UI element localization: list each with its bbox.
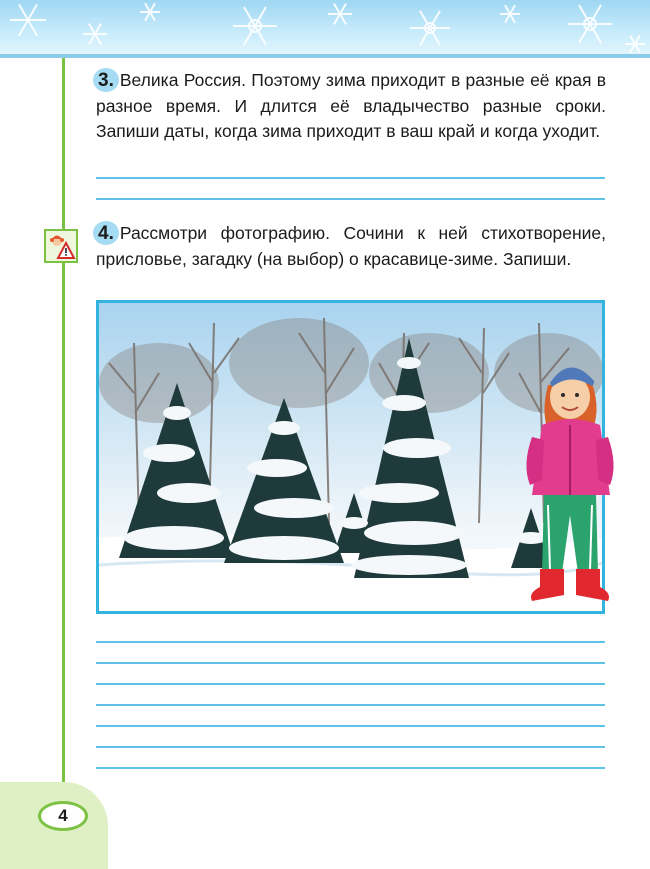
answer-line[interactable] xyxy=(96,683,605,685)
answer-line[interactable] xyxy=(96,641,605,643)
header-banner xyxy=(0,0,650,56)
answer-line[interactable] xyxy=(96,704,605,706)
task-text: Рассмотри фотографию. Сочини к ней стихотворение, присловье, загадку (на выбор) о красавице-зиме. Запиши. xyxy=(96,223,606,269)
snowflake-icon xyxy=(0,0,650,56)
answer-line[interactable] xyxy=(96,725,605,727)
answer-line[interactable] xyxy=(96,746,605,748)
page-number: 4 xyxy=(38,801,88,831)
answer-line[interactable] xyxy=(96,662,605,664)
margin-line xyxy=(62,58,65,820)
task-text: Велика Россия. Поэтому зима приходит в разные её края в разное время. И длится её владычество разные сроки. Запиши даты, когда зима приходит в ваш край и когда уходит. xyxy=(96,70,606,141)
task-4 xyxy=(96,221,606,272)
task-number: 4. xyxy=(96,221,116,247)
answer-line[interactable] xyxy=(96,767,605,769)
answer-line[interactable] xyxy=(96,177,605,179)
task-number: 3. xyxy=(96,68,116,94)
banner-edge xyxy=(0,54,650,58)
answer-line[interactable] xyxy=(96,198,605,200)
task-3 xyxy=(96,68,606,145)
warning-sign-icon xyxy=(44,229,78,263)
girl-illustration xyxy=(520,355,620,607)
